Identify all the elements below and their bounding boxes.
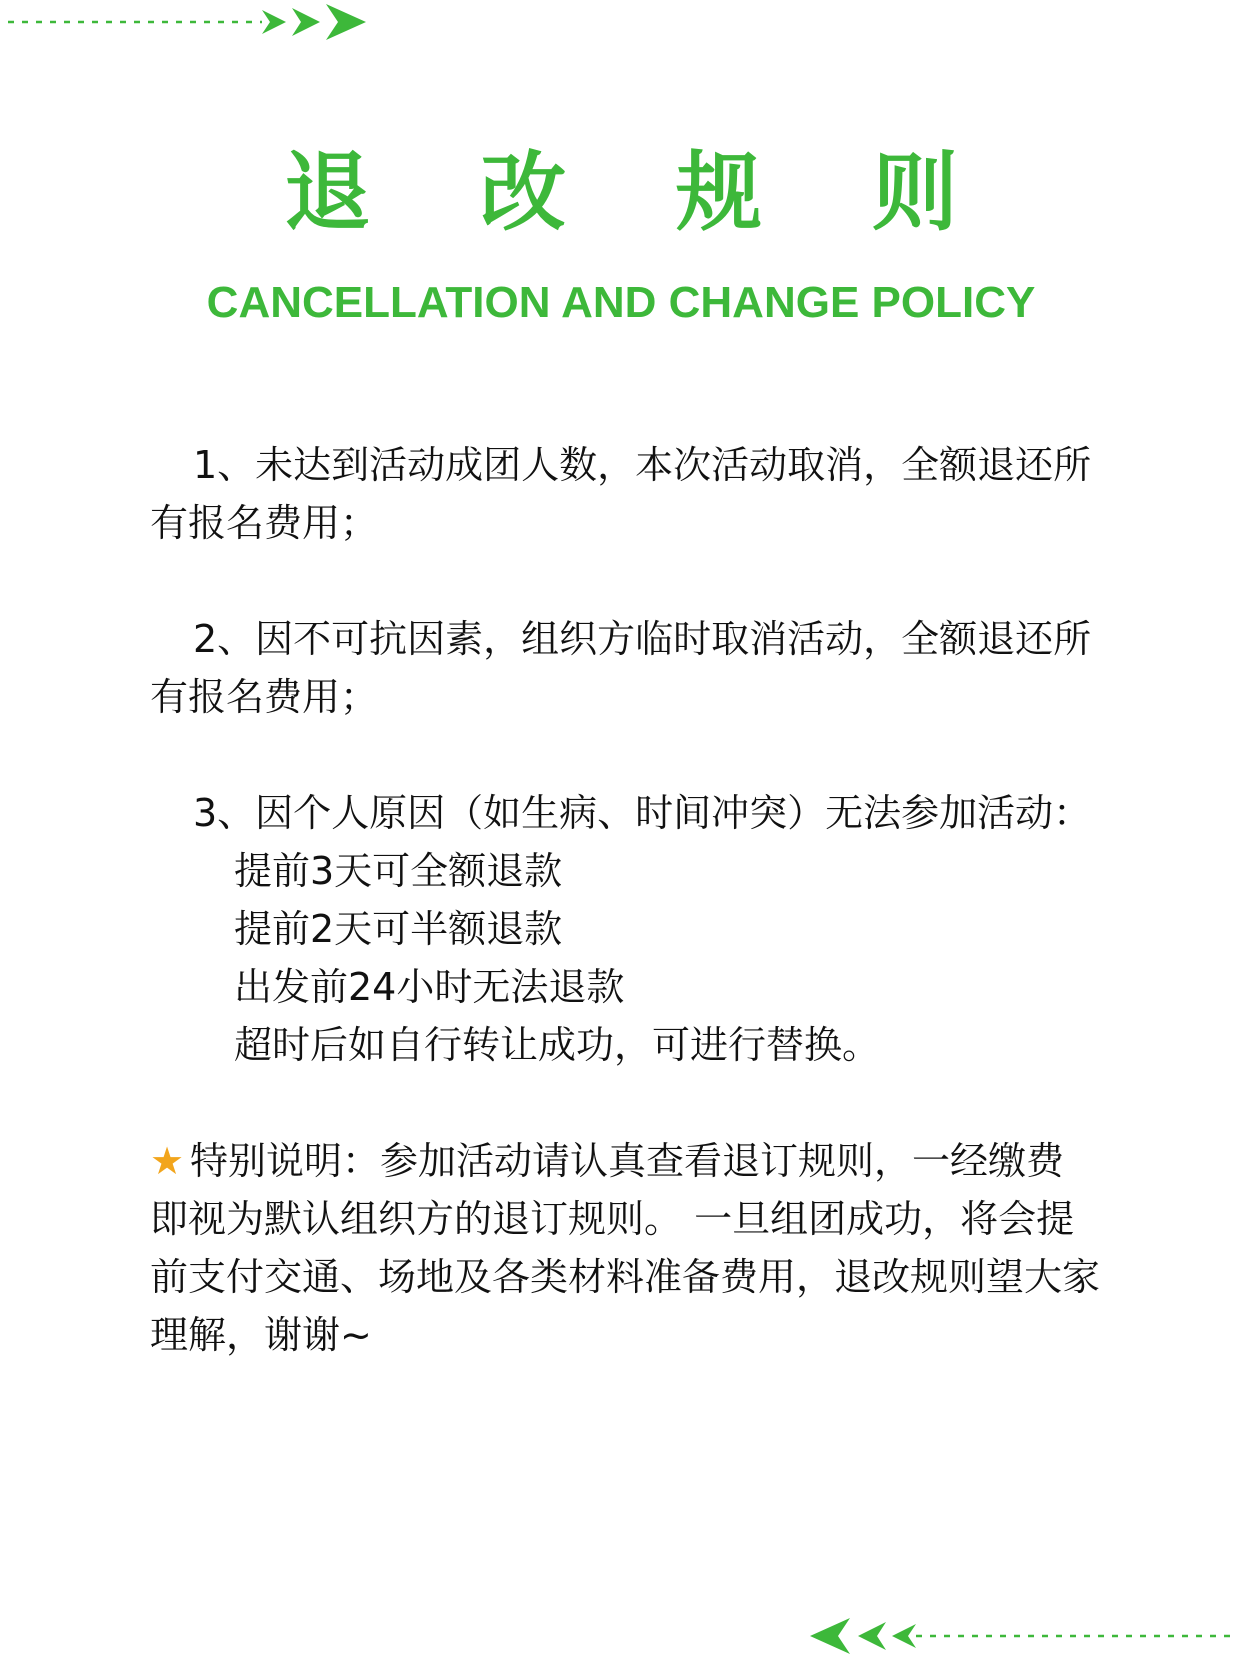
rule-3-sublist <box>150 842 1100 1074</box>
rule-item-3: 3、因个人原因（如生病、时间冲突）无法参加活动： <box>193 791 1092 835</box>
sub-rule-item: 出发前24小时无法退款 <box>234 965 625 1009</box>
policy-content <box>150 436 1100 1364</box>
special-note-text: 特别说明：参加活动请认真查看退订规则，一经缴费即视为默认组织方的退订规则。 一旦组团成功，将会提前支付交通、场地及各类材料准备费用，退改规则望大家理解，谢谢~ <box>150 1139 1101 1357</box>
star-icon: ★ <box>150 1139 185 1183</box>
sub-rule-item: 提前3天可全额退款 <box>234 849 563 893</box>
arrow-right-icon <box>0 0 400 60</box>
page-title: 退 改 规 则 <box>284 143 998 243</box>
sub-rule-item: 超时后如自行转让成功，可进行替换。 <box>234 1023 881 1067</box>
rule-item-2: 2、因不可抗因素，组织方临时取消活动，全额退还所有报名费用； <box>150 617 1092 719</box>
rule-item-1: 1、未达到活动成团人数，本次活动取消，全额退还所有报名费用； <box>150 443 1092 545</box>
arrow-left-icon <box>802 1600 1242 1660</box>
page-subtitle: CANCELLATION AND CHANGE POLICY <box>206 278 1036 327</box>
special-note <box>150 1132 1100 1364</box>
sub-rule-item: 提前2天可半额退款 <box>234 907 563 951</box>
